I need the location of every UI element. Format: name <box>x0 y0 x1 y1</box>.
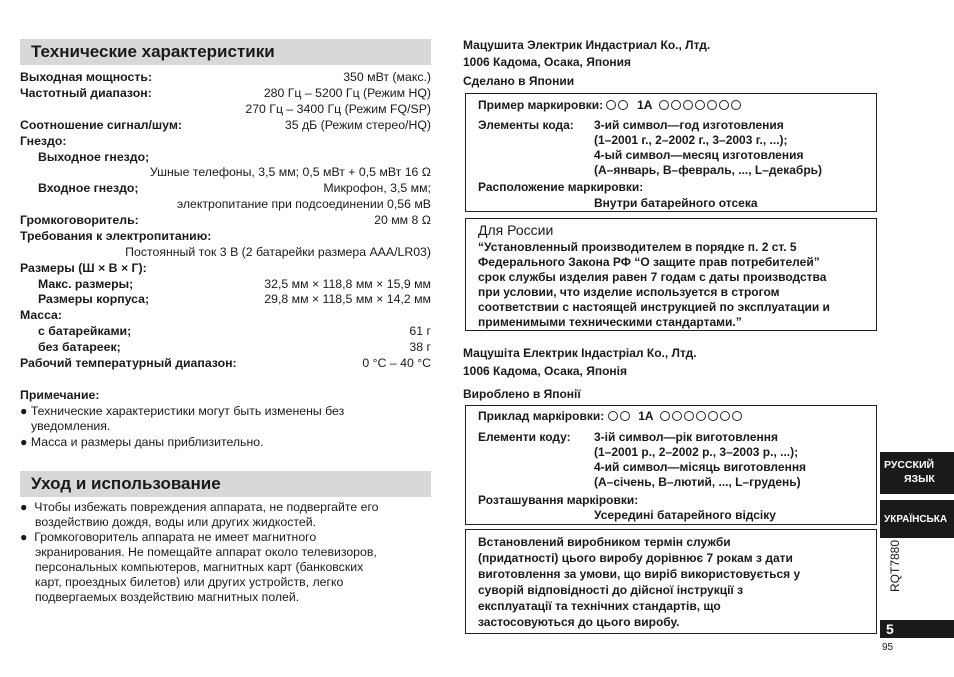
spec-label: Требования к электропитанию: <box>20 229 212 243</box>
note-item: ● Масса и размеры даны приблизительно. <box>20 435 264 449</box>
ua-warranty-line: виготовлення за умови, що виріб використовується у <box>478 567 801 581</box>
spec-label: Размеры корпуса; <box>38 292 150 306</box>
russia-line: срок службы изделия равен 7 годам с даты производства <box>478 270 827 284</box>
spec-label: Рабочий температурный диапазон: <box>20 356 237 370</box>
russia-line: при условии, что изделие используется в строгом <box>478 285 780 299</box>
ua-warranty-line: Встановлений виробником термін служби <box>478 535 731 549</box>
code-circles-icon <box>608 409 632 423</box>
spec-label: Входное гнездо; <box>38 181 139 195</box>
ru-made-in: Сделано в Японии <box>463 74 575 88</box>
note-item-cont: уведомления. <box>31 419 111 433</box>
russia-line: “Установленный производителем в порядке п. 2 ст. 5 <box>478 240 797 254</box>
page-number-small: 95 <box>882 642 894 653</box>
ru-example-row: Пример маркировки: 1A <box>478 98 743 113</box>
care-item: ● Чтобы избежать повреждения аппарата, не подвергайте его <box>20 500 379 514</box>
care-item-cont: персональных компьютеров, магнитных карт (банковских <box>35 560 364 574</box>
spec-value: 35 дБ (Режим стерео/HQ) <box>284 118 431 132</box>
spec-value: 350 мВт (макс.) <box>343 70 431 84</box>
care-item-cont: подвергаемых воздействию магнитных полей. <box>35 590 300 604</box>
spec-value: 20 мм 8 Ω <box>374 213 431 227</box>
serial-circles-icon <box>659 98 743 112</box>
spec-label: Громкоговоритель: <box>20 213 139 227</box>
ru-marking-box <box>465 93 877 212</box>
ua-example-row: Приклад маркіровки: 1A <box>478 409 744 424</box>
serial-circles-icon <box>660 409 744 423</box>
code-circles-icon <box>606 98 630 112</box>
ua-code-line: 4-ий символ—місяць виготовлення <box>594 460 807 474</box>
ua-location-value: Усередині батарейного відсіку <box>594 508 776 522</box>
ua-warranty-line: суворій відповідності до дійсної інструкції з <box>478 583 744 597</box>
spec-label: Частотный диапазон: <box>20 86 152 100</box>
page-number: 5 <box>880 620 954 638</box>
ru-location-label: Расположение маркировки: <box>478 180 644 194</box>
ru-code-line: 4-ый символ—месяц изготовления <box>594 148 804 162</box>
note-title: Примечание: <box>20 388 100 402</box>
spec-label: Гнездо: <box>20 134 67 148</box>
russia-warranty-box <box>465 218 877 331</box>
ua-code-line: 3-ій символ—рік виготовлення <box>594 430 779 444</box>
tab-ukrainian[interactable]: УКРАЇНСЬКА <box>880 500 954 538</box>
spec-label: с батарейками; <box>38 324 132 338</box>
ru-company: Мацушита Электрик Индастриал Ко., Лтд. <box>463 38 711 52</box>
spec-value: 61 г <box>409 324 431 338</box>
care-item: ● Громкоговоритель аппарата не имеет магнитного <box>20 530 317 544</box>
spec-label: Выходная мощность: <box>20 70 153 84</box>
spec-value: 29,8 мм × 118,5 мм × 14,2 мм <box>264 292 431 306</box>
ru-code-line: (А–январь, B–февраль, ..., L–декабрь) <box>594 163 823 177</box>
russia-title: Для России <box>478 222 554 238</box>
spec-value: 32,5 мм × 118,8 мм × 15,9 мм <box>264 277 431 291</box>
spec-label: Размеры (Ш × В × Г): <box>20 261 147 275</box>
ua-code-line: (1–2001 р., 2–2002 р., 3–2003 р., ...); <box>594 445 799 459</box>
spec-value: Ушные телефоны, 3,5 мм; 0,5 мВт + 0,5 мВт 16 Ω <box>149 165 431 179</box>
note-item: ● Технические характеристики могут быть изменены без <box>20 404 345 418</box>
spec-label: Макс. размеры; <box>38 277 134 291</box>
ua-warranty-box <box>465 529 877 634</box>
spec-value: 38 г <box>409 340 431 354</box>
ua-code-line: (A–січень, B–лютий, ..., L–грудень) <box>594 475 801 489</box>
spec-label: Выходное гнездо; <box>38 150 150 164</box>
ua-warranty-line: експлуатації та технічних стандартів, що <box>478 599 721 613</box>
russia-line: соответствии с настоящей инструкцией по эксплуатации и <box>478 300 830 314</box>
ua-marking-box <box>465 405 877 525</box>
tab-russian[interactable]: РУССКИЙ ЯЗЫК <box>880 452 954 494</box>
spec-value: 270 Гц – 3400 Гц (Режим FQ/SP) <box>245 102 431 116</box>
ua-made-in: Вироблено в Японії <box>463 387 581 401</box>
spec-value: 280 Гц – 5200 Гц (Режим HQ) <box>263 86 431 100</box>
ua-company: Мацушіта Електрик Індастріал Ко., Лтд. <box>463 346 697 360</box>
ua-warranty-line: застосовуються до цього виробу. <box>478 615 680 629</box>
spec-value: Постоянный ток 3 В (2 батарейки размера AAA/LR03) <box>125 245 431 259</box>
care-item-cont: карт, проездных билетов) или других устройств, легко <box>35 575 344 589</box>
ru-code-line: (1–2001 г., 2–2002 г., 3–2003 г., ...); <box>594 133 788 147</box>
doc-code: RQT7880 <box>888 539 902 592</box>
care-item-cont: экранирования. Не помещайте аппарат около телевизоров, <box>35 545 377 559</box>
ua-address: 1006 Кадома, Осака, Японія <box>463 364 627 378</box>
russia-line: применимыми техническими стандартами.” <box>478 315 742 329</box>
ru-code-label: Элементы кода: <box>478 118 574 132</box>
spec-section-title: Технические характеристики <box>20 39 431 65</box>
spec-label: Масса: <box>20 308 62 322</box>
ua-location-label: Розташування маркіровки: <box>478 493 639 507</box>
ua-warranty-line: (придатності) цього виробу дорівнює 7 рокам з дати <box>478 551 793 565</box>
care-section-title: Уход и использование <box>20 471 431 497</box>
spec-value: 0 °C – 40 °C <box>362 356 431 370</box>
ru-location-value: Внутри батарейного отсека <box>594 196 758 210</box>
spec-value: электропитание при подсоединении 0,56 мВ <box>176 197 431 211</box>
russia-line: Федерального Закона РФ “О защите прав потребителей” <box>478 255 820 269</box>
ru-code-line: 3-ий символ—год изготовления <box>594 118 784 132</box>
ru-address: 1006 Кадома, Осака, Япония <box>463 55 632 69</box>
spec-label: без батареек; <box>38 340 121 354</box>
ua-code-label: Елементи коду: <box>478 430 571 444</box>
care-item-cont: воздействию дождя, воды или других жидкостей. <box>35 515 316 529</box>
spec-label: Соотношение сигнал/шум: <box>20 118 183 132</box>
spec-value: Микрофон, 3,5 мм; <box>323 181 431 195</box>
